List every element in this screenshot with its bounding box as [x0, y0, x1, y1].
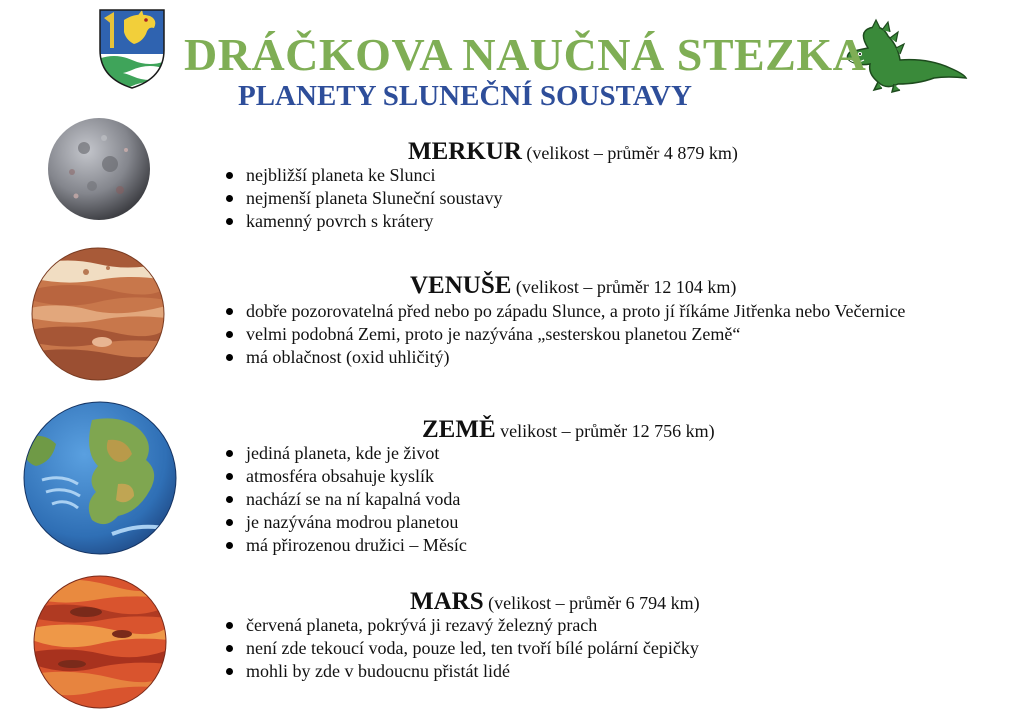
list-item: nejmenší planeta Sluneční soustavy	[224, 187, 502, 210]
list-item: kamenný povrch s krátery	[224, 210, 502, 233]
venus-facts	[224, 300, 914, 369]
planet-size: velikost – průměr 12 756 km)	[500, 421, 715, 441]
mercury-heading	[408, 138, 738, 166]
planet-name: MERKUR	[408, 138, 522, 165]
list-item: dobře pozorovatelná před nebo po západu Slunce, a proto jí říkáme Jitřenka nebo Večernice	[224, 300, 914, 323]
list-item: má přirozenou družici – Měsíc	[224, 534, 467, 557]
earth-planet-image	[22, 400, 178, 556]
planet-name: MARS	[410, 588, 484, 615]
venus-planet-image	[30, 246, 166, 382]
planet-size: (velikost – průměr 6 794 km)	[488, 593, 700, 613]
planet-name: ZEMĚ	[422, 416, 496, 443]
mercury-planet-image	[46, 116, 152, 222]
mercury-facts	[224, 164, 502, 233]
mars-facts	[224, 614, 699, 683]
planet-size: (velikost – průměr 4 879 km)	[526, 143, 738, 163]
list-item: červená planeta, pokrývá ji rezavý železný prach	[224, 614, 699, 637]
page-subtitle: PLANETY SLUNEČNÍ SOUSTAVY	[238, 80, 692, 112]
earth-facts	[224, 442, 467, 557]
mars-planet-image	[32, 574, 168, 710]
list-item: velmi podobná Zemi, proto je nazývána „sesterskou planetou Země“	[224, 323, 914, 346]
list-item: atmosféra obsahuje kyslík	[224, 465, 467, 488]
earth-heading	[422, 416, 715, 444]
municipal-crest-icon	[96, 6, 168, 90]
page-title: DRÁČKOVA NAUČNÁ STEZKA	[184, 29, 867, 80]
list-item: nachází se na ní kapalná voda	[224, 488, 467, 511]
list-item: má oblačnost (oxid uhličitý)	[224, 346, 914, 369]
list-item: nejbližší planeta ke Slunci	[224, 164, 502, 187]
venus-heading	[410, 272, 736, 300]
list-item: není zde tekoucí voda, pouze led, ten tvoří bílé polární čepičky	[224, 637, 699, 660]
list-item: mohli by zde v budoucnu přistát lidé	[224, 660, 699, 683]
list-item: jediná planeta, kde je život	[224, 442, 467, 465]
planet-size: (velikost – průměr 12 104 km)	[515, 277, 737, 297]
mars-heading	[410, 588, 700, 616]
planet-name: VENUŠE	[410, 272, 512, 299]
list-item: je nazývána modrou planetou	[224, 511, 467, 534]
